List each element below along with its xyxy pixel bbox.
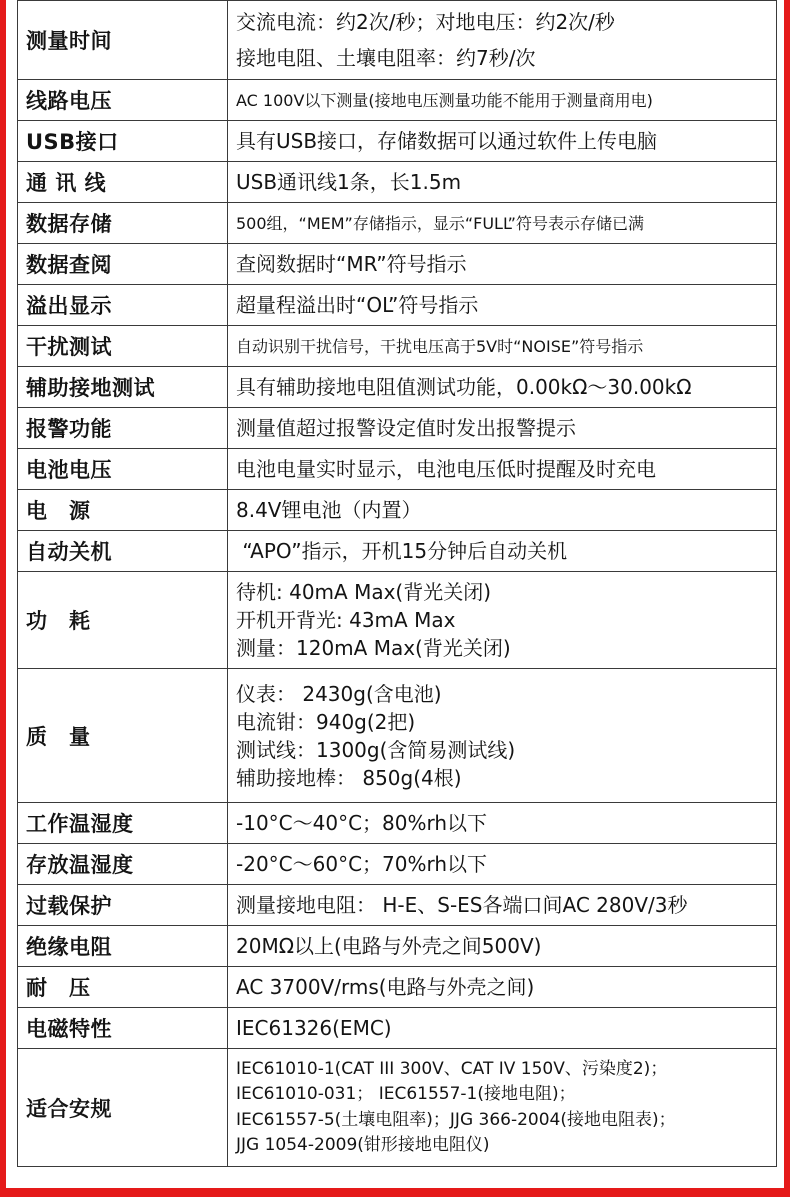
spec-value (228, 572, 777, 669)
table-row (18, 203, 777, 244)
spec-label: 数据查阅 (18, 244, 228, 285)
table-row (18, 367, 777, 408)
spec-value-line: 仪表： 2430g(含电池) (236, 681, 442, 706)
spec-label: 自动关机 (18, 531, 228, 572)
spec-label: 质 量 (18, 669, 228, 803)
spec-value-line: 测量：120mA Max(背光关闭) (236, 636, 511, 660)
spec-value-line: 待机: 40mA Max(背光关闭) (236, 580, 492, 604)
table-row (18, 967, 777, 1008)
table-row (18, 803, 777, 844)
spec-label: 适合安规 (18, 1049, 228, 1167)
table-row (18, 844, 777, 885)
spec-value: 8.4V锂电池（内置） (228, 490, 777, 531)
spec-label: 工作温湿度 (18, 803, 228, 844)
spec-value: USB通讯线1条，长1.5m (228, 162, 777, 203)
spec-value-line: 交流电流：约2次/秒；对地电压：约2次/秒 (236, 10, 615, 34)
spec-value-line: 辅助接地棒： 850g(4根) (236, 765, 462, 790)
spec-value: 超量程溢出时“OL”符号指示 (228, 285, 777, 326)
spec-value: 自动识别干扰信号，干扰电压高于5V时“NOISE”符号指示 (228, 326, 777, 367)
table-row (18, 1008, 777, 1049)
table-row (18, 285, 777, 326)
spec-value: 测量值超过报警设定值时发出报警提示 (228, 408, 777, 449)
spec-value: -10°C～40°C；80%rh以下 (228, 803, 777, 844)
spec-value-line: 测试线：1300g(含简易测试线) (236, 737, 516, 762)
spec-label: 电 源 (18, 490, 228, 531)
spec-label: 溢出显示 (18, 285, 228, 326)
spec-value-line: 电流钳：940g(2把) (236, 709, 416, 734)
spec-label: 测量时间 (18, 1, 228, 80)
table-row (18, 885, 777, 926)
spec-label: 绝缘电阻 (18, 926, 228, 967)
spec-label: 通 讯 线 (18, 162, 228, 203)
table-row (18, 1049, 777, 1167)
spec-value: AC 100V以下测量(接地电压测量功能不能用于测量商用电) (228, 80, 777, 121)
spec-label: 电磁特性 (18, 1008, 228, 1049)
spec-value: 500组，“MEM”存储指示，显示“FULL”符号表示存储已满 (228, 203, 777, 244)
table-row (18, 162, 777, 203)
spec-value-line: IEC61010-031； IEC61557-1(接地电阻)； (236, 1084, 576, 1104)
spec-value: -20°C～60°C；70%rh以下 (228, 844, 777, 885)
table-row (18, 244, 777, 285)
spec-label: USB接口 (18, 121, 228, 162)
table-row (18, 449, 777, 490)
table-row (18, 669, 777, 803)
spec-value: 20MΩ以上(电路与外壳之间500V) (228, 926, 777, 967)
spec-value (228, 1049, 777, 1167)
spec-value: IEC61326(EMC) (228, 1008, 777, 1049)
spec-value-line: IEC61557-5(土壤电阻率)；JJG 366-2004(接地电阻表)； (236, 1109, 676, 1130)
table-row (18, 80, 777, 121)
table-row (18, 326, 777, 367)
spec-value: 具有USB接口，存储数据可以通过软件上传电脑 (228, 121, 777, 162)
table-row (18, 531, 777, 572)
spec-value: AC 3700V/rms(电路与外壳之间) (228, 967, 777, 1008)
table-row (18, 572, 777, 669)
spec-value-line: JJG 1054-2009(钳形接地电阻仪) (236, 1135, 490, 1155)
spec-label: 线路电压 (18, 80, 228, 121)
spec-value: 测量接地电阻： H-E、S-ES各端口间AC 280V/3秒 (228, 885, 777, 926)
spec-value: “APO”指示，开机15分钟后自动关机 (228, 531, 777, 572)
spec-value-line: 接地电阻、土壤电阻率：约7秒/次 (236, 46, 536, 70)
spec-label: 报警功能 (18, 408, 228, 449)
spec-value-line: 开机开背光: 43mA Max (236, 608, 456, 632)
spec-value (228, 1, 777, 80)
table-row (18, 490, 777, 531)
table-row (18, 408, 777, 449)
table-row (18, 926, 777, 967)
spec-label: 过载保护 (18, 885, 228, 926)
spec-value: 查阅数据时“MR”符号指示 (228, 244, 777, 285)
spec-label: 电池电压 (18, 449, 228, 490)
spec-label: 辅助接地测试 (18, 367, 228, 408)
spec-sheet (6, 0, 784, 1188)
spec-label: 存放温湿度 (18, 844, 228, 885)
spec-value-line: IEC61010-1(CAT III 300V、CAT IV 150V、污染度2)； (236, 1058, 668, 1079)
spec-value (228, 669, 777, 803)
spec-table (17, 0, 777, 1167)
table-row (18, 121, 777, 162)
spec-label: 干扰测试 (18, 326, 228, 367)
spec-value: 具有辅助接地电阻值测试功能，0.00kΩ～30.00kΩ (228, 367, 777, 408)
table-row (18, 1, 777, 80)
spec-label: 数据存储 (18, 203, 228, 244)
spec-value: 电池电量实时显示，电池电压低时提醒及时充电 (228, 449, 777, 490)
spec-label: 耐 压 (18, 967, 228, 1008)
spec-label: 功 耗 (18, 572, 228, 669)
